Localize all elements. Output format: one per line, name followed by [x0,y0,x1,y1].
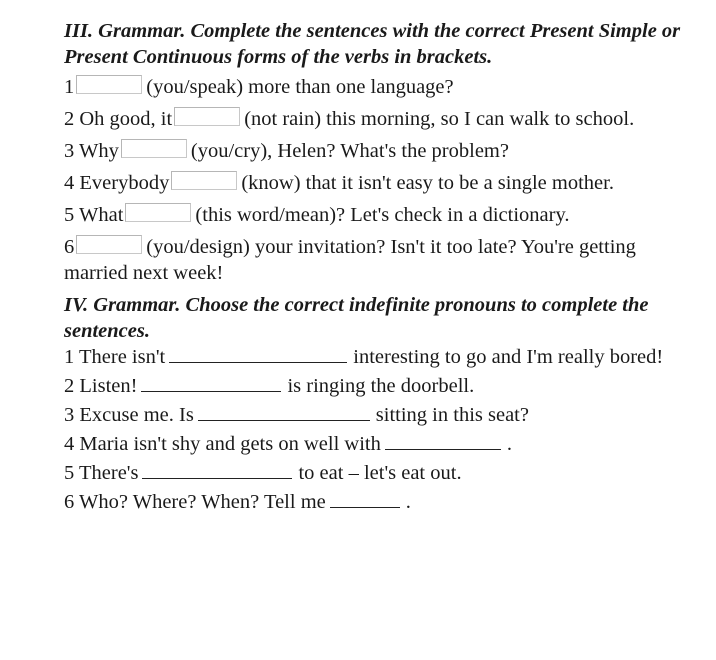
answer-blank-4-2[interactable] [141,373,281,392]
item-text-after: (this word/mean)? Let's check in a dictionary. [195,204,570,226]
item-text-before: Everybody [79,172,170,194]
item-number: 5 [64,462,75,484]
item-text-before: Maria isn't shy and gets on well with [79,433,381,455]
exercise-4-item-2 [64,373,704,399]
answer-blank-4-6[interactable] [330,489,400,508]
item-text-before: Excuse me. Is [79,404,194,426]
item-text-after: . [405,491,411,513]
item-text-before: Who? Where? When? Tell me [79,491,326,513]
item-text-before: Oh good, it [79,108,173,130]
item-text-after: (you/speak) more than one language? [146,76,454,98]
exercise-3-item-3 [64,138,704,164]
item-text-before: Listen! [79,375,138,397]
item-text-after: interesting to go and I'm really bored! [353,346,664,368]
answer-input-3-4[interactable] [171,171,237,190]
worksheet-content [64,18,704,518]
item-text-after: to eat – let's eat out. [298,462,462,484]
item-number: 2 [64,108,75,130]
exercise-4-item-5 [64,460,704,486]
answer-input-3-1[interactable] [76,75,142,94]
exercise-4-item-1 [64,344,704,370]
item-number: 5 [64,204,75,226]
item-number: 1 [64,76,75,98]
item-number: 6 [64,236,75,258]
exercise-3-item-5 [64,202,704,228]
answer-input-3-5[interactable] [125,203,191,222]
item-text-after: (you/cry), Helen? What's the problem? [190,140,509,162]
item-number: 3 [64,404,75,426]
answer-blank-4-1[interactable] [169,344,347,363]
answer-blank-4-4[interactable] [385,431,501,450]
item-text-after: . [506,433,512,455]
item-text-before: Why [79,140,119,162]
item-number: 3 [64,140,75,162]
answer-blank-4-5[interactable] [142,460,292,479]
answer-input-3-3[interactable] [121,139,187,158]
item-text-before: What [79,204,124,226]
item-text-after: sitting in this seat? [375,404,529,426]
item-text-after: (not rain) this morning, so I can walk to school. [244,108,635,130]
answer-blank-4-3[interactable] [198,402,370,421]
item-number: 1 [64,346,75,368]
item-text-after: (you/design) your invitation? Isn't it too late? You're getting married next week! [64,236,636,284]
exercise-3-item-4 [64,170,704,196]
section-grammar-tenses [64,18,704,286]
section-indefinite-pronouns [64,292,704,515]
item-number: 4 [64,172,75,194]
item-text-before: There isn't [79,346,166,368]
item-number: 6 [64,491,75,513]
item-text-after: is ringing the doorbell. [287,375,475,397]
exercise-3-item-6 [64,234,704,286]
answer-input-3-2[interactable] [174,107,240,126]
exercise-3-item-2 [64,106,704,132]
exercise-3-item-1 [64,74,704,100]
item-text-before: There's [79,462,139,484]
section-3-heading: III. Grammar. Complete the sentences with the correct Present Simple or Present Continuous forms of the verbs in brackets. [64,20,681,68]
exercise-4-item-6 [64,489,704,515]
section-4-heading: IV. Grammar. Choose the correct indefinite pronouns to complete the sentences. [64,294,649,342]
item-number: 2 [64,375,75,397]
item-text-after: (know) that it isn't easy to be a single mother. [241,172,614,194]
item-number: 4 [64,433,75,455]
exercise-4-item-4 [64,431,704,457]
answer-input-3-6[interactable] [76,235,142,254]
exercise-4-item-3 [64,402,704,428]
